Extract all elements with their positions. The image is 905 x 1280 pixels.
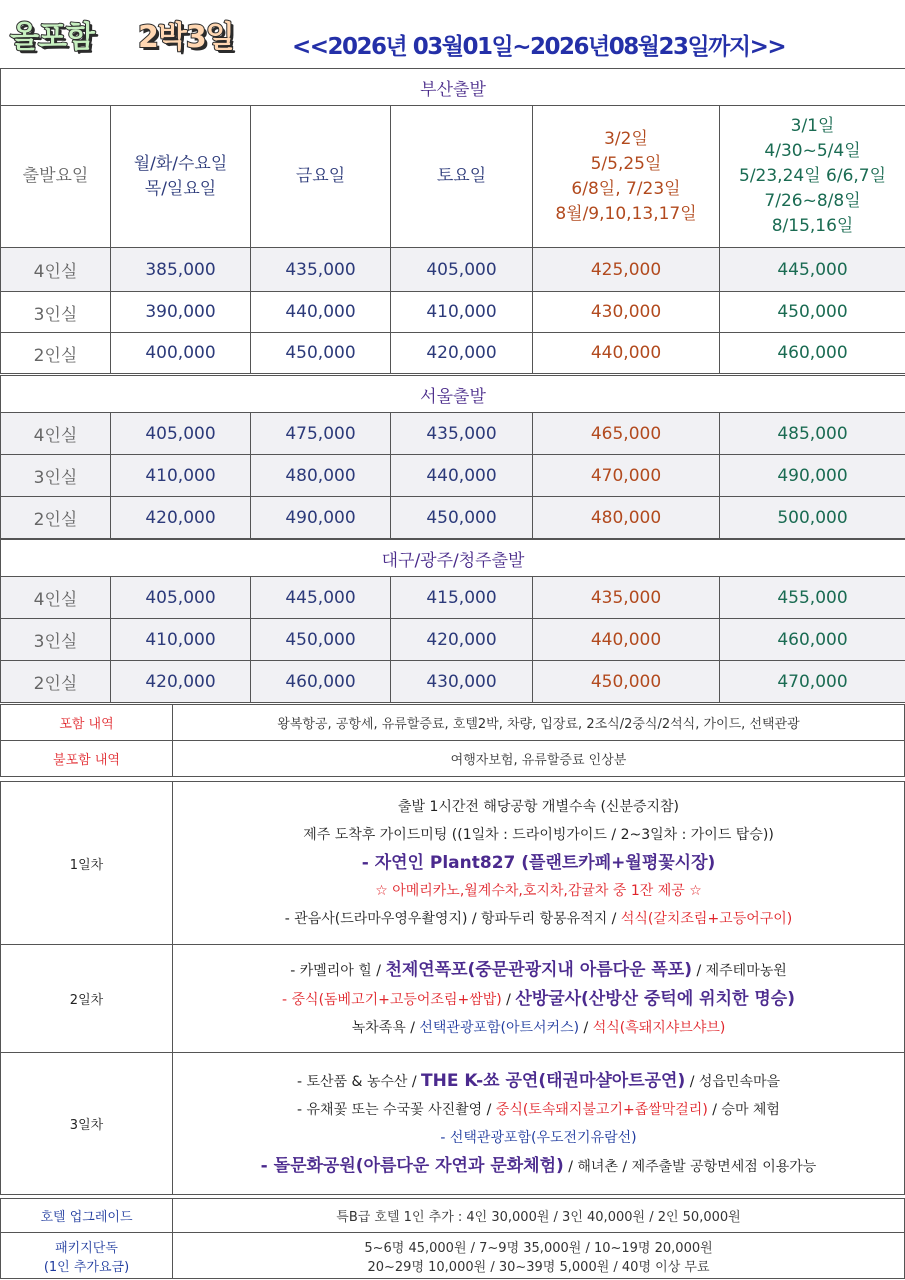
price-cell: 400,000	[111, 333, 251, 374]
day-schedule	[173, 945, 905, 1053]
price-cell: 435,000	[251, 248, 391, 292]
hotel-upgrade-text: 특B급 호텔 1인 추가 : 4인 30,000원 / 3인 40,000원 / 2인 50,000원	[173, 1199, 905, 1233]
price-cell: 475,000	[251, 413, 391, 455]
badge-duration: 2박3일	[138, 20, 234, 55]
price-cell: 430,000	[391, 661, 533, 703]
schedule-line	[173, 956, 904, 985]
price-table-daegu-gwangju-cheongju	[0, 539, 905, 703]
table-row	[1, 248, 905, 292]
holiday-date: 5/23,24일 6/6,7일	[739, 166, 887, 186]
table-row	[1, 333, 905, 374]
schedule-line	[173, 1096, 904, 1124]
package-surcharge-label	[1, 1233, 173, 1279]
price-cell: 450,000	[251, 619, 391, 661]
schedule-highlight: 천제연폭포(중문관광지내 아름다운 폭포)	[385, 959, 692, 980]
price-cell: 440,000	[391, 455, 533, 497]
room-type: 4인실	[1, 248, 111, 292]
price-cell: 465,000	[533, 413, 720, 455]
room-type: 3인실	[1, 455, 111, 497]
table-row	[1, 413, 905, 455]
schedule-line: 출발 1시간전 해당공항 개별수속 (신분증지참)	[397, 799, 680, 815]
header-weekdays-line2: 목/일요일	[144, 178, 217, 199]
room-type: 2인실	[1, 497, 111, 539]
itinerary-day-2	[1, 945, 905, 1053]
included-text: 왕복항공, 공항세, 유류할증료, 호텔2박, 차량, 입장료, 2조식/2중식/2석식, 가이드, 선택관광	[173, 705, 905, 741]
package-label-line2: (1인 추가요금)	[43, 1259, 130, 1275]
holiday-date: 8/15,16일	[771, 216, 854, 236]
schedule-line	[173, 1067, 904, 1096]
room-type: 3인실	[1, 619, 111, 661]
room-type: 4인실	[1, 577, 111, 619]
excluded-text: 여행자보험, 유류할증료 인상분	[173, 741, 905, 777]
header-weekdays	[111, 106, 251, 248]
schedule-line	[173, 1152, 904, 1181]
peak-date: 3/2일	[604, 128, 648, 149]
price-cell: 440,000	[533, 619, 720, 661]
price-cell: 405,000	[111, 413, 251, 455]
package-surcharge-text	[173, 1233, 905, 1279]
holiday-date: 4/30~5/4일	[764, 141, 861, 161]
meal-text: - 중식(돔베고기+고등어조림+쌈밥)	[282, 991, 502, 1008]
holiday-date: 7/26~8/8일	[764, 191, 861, 211]
price-cell: 405,000	[391, 248, 533, 292]
price-cell: 445,000	[251, 577, 391, 619]
price-cell: 420,000	[111, 661, 251, 703]
price-cell: 470,000	[720, 661, 905, 703]
header-friday: 금요일	[251, 106, 391, 248]
price-cell: 450,000	[533, 661, 720, 703]
price-cell: 430,000	[533, 292, 720, 333]
schedule-highlight: THE K-쑈 공연(태권마샬아트공연)	[421, 1070, 686, 1091]
schedule-text: / 제주테마농원	[692, 962, 787, 979]
package-text-line2: 20~29명 10,000원 / 30~39명 5,000원 / 40명 이상 무료	[367, 1259, 710, 1275]
schedule-text: - 유채꽃 또는 수국꽃 사진촬영 /	[297, 1101, 496, 1118]
schedule-text: - 토산품 & 농수산 /	[296, 1073, 422, 1090]
schedule-text: / 승마 체험	[707, 1101, 780, 1118]
price-cell: 420,000	[111, 497, 251, 539]
schedule-text: / 해녀촌 / 제주출발 공항면세점 이용가능	[563, 1158, 817, 1175]
schedule-text: 녹차족욕 /	[351, 1019, 420, 1036]
price-cell: 455,000	[720, 577, 905, 619]
page-header	[0, 0, 905, 68]
schedule-line	[173, 985, 904, 1014]
price-cell: 490,000	[251, 497, 391, 539]
price-table-seoul	[0, 375, 905, 539]
period-title: <<2026년 03월01일~2026년08월23일까지>>	[292, 34, 786, 60]
header-saturday: 토요일	[391, 106, 533, 248]
schedule-highlight: - 자연인 Plant827 (플랜트카페+월평꽃시장)	[361, 853, 716, 873]
table-row	[1, 661, 905, 703]
section-title: 서울출발	[1, 376, 905, 413]
meal-text: 석식(갈치조림+고등어구이)	[620, 911, 793, 927]
itinerary-day-1	[1, 782, 905, 945]
tour-badge	[10, 12, 280, 58]
price-cell: 435,000	[391, 413, 533, 455]
package-text-line1: 5~6명 45,000원 / 7~9명 35,000원 / 10~19명 20,000원	[364, 1240, 713, 1256]
price-cell: 470,000	[533, 455, 720, 497]
price-cell: 450,000	[720, 292, 905, 333]
price-cell: 450,000	[251, 333, 391, 374]
section-title: 대구/광주/청주출발	[1, 540, 905, 577]
price-cell: 480,000	[251, 455, 391, 497]
included-label: 포함 내역	[1, 705, 173, 741]
extras-table	[0, 1198, 905, 1279]
table-row	[1, 455, 905, 497]
price-cell: 445,000	[720, 248, 905, 292]
room-type: 3인실	[1, 292, 111, 333]
price-table-busan	[0, 68, 905, 374]
schedule-line	[173, 1014, 904, 1042]
table-row	[1, 497, 905, 539]
holiday-date: 3/1일	[790, 116, 835, 136]
price-cell: 385,000	[111, 248, 251, 292]
hotel-upgrade-label: 호텔 업그레이드	[1, 1199, 173, 1233]
price-cell: 390,000	[111, 292, 251, 333]
day-label: 3일차	[1, 1053, 173, 1195]
price-cell: 425,000	[533, 248, 720, 292]
day-schedule	[173, 782, 905, 945]
price-cell: 460,000	[720, 333, 905, 374]
peak-date: 5/5,25일	[590, 153, 662, 174]
schedule-text: - 카멜리아 힐 /	[290, 962, 386, 979]
price-cell: 440,000	[533, 333, 720, 374]
schedule-highlight: 산방굴사(산방산 중턱에 위치한 명승)	[515, 988, 795, 1009]
table-row	[1, 292, 905, 333]
section-title: 부산출발	[1, 69, 905, 106]
room-type: 2인실	[1, 661, 111, 703]
header-holiday-dates	[720, 106, 905, 248]
itinerary-table	[0, 781, 905, 1195]
inclusions-table	[0, 704, 905, 777]
price-cell: 460,000	[251, 661, 391, 703]
price-cell: 480,000	[533, 497, 720, 539]
schedule-text: / 성읍민속마을	[685, 1073, 781, 1090]
schedule-text: - 관음사(드라마우영우촬영지) / 항파두리 항몽유적지 /	[284, 911, 621, 927]
schedule-text: /	[501, 991, 516, 1008]
badge-all-included: 올포함	[10, 20, 94, 55]
itinerary-day-3	[1, 1053, 905, 1195]
day-schedule	[173, 1053, 905, 1195]
price-cell: 410,000	[111, 455, 251, 497]
header-departure-day: 출발요일	[1, 106, 111, 248]
room-type: 2인실	[1, 333, 111, 374]
schedule-line: 제주 도착후 가이드미팅 ((1일차 : 드라이빙가이드 / 2~3일차 : 가이드 탑승))	[303, 827, 774, 843]
optional-tour-text: 선택관광포함(아트서커스)	[419, 1019, 580, 1036]
price-cell: 435,000	[533, 577, 720, 619]
schedule-text: /	[579, 1019, 593, 1036]
price-cell: 500,000	[720, 497, 905, 539]
price-cell: 410,000	[391, 292, 533, 333]
table-row	[1, 577, 905, 619]
schedule-highlight: - 돌문화공원(아름다운 자연과 문화체험)	[260, 1155, 564, 1176]
header-peak-dates	[533, 106, 720, 248]
package-label-line1: 패키지단독	[55, 1240, 118, 1256]
price-cell: 410,000	[111, 619, 251, 661]
price-cell: 485,000	[720, 413, 905, 455]
table-row	[1, 619, 905, 661]
peak-date: 8월/9,10,13,17일	[555, 203, 697, 224]
price-cell: 490,000	[720, 455, 905, 497]
peak-date: 6/8일, 7/23일	[571, 178, 681, 199]
price-cell: 450,000	[391, 497, 533, 539]
day-label: 1일차	[1, 782, 173, 945]
schedule-line	[173, 905, 904, 933]
price-cell: 460,000	[720, 619, 905, 661]
price-cell: 420,000	[391, 333, 533, 374]
excluded-label: 불포함 내역	[1, 741, 173, 777]
price-cell: 420,000	[391, 619, 533, 661]
schedule-note: ☆ 아메리카노,월계수차,호지차,감귤차 중 1잔 제공 ☆	[375, 883, 702, 899]
meal-text: 중식(토속돼지불고기+좁쌀막걸리)	[495, 1101, 708, 1118]
meal-text: 석식(흑돼지샤브샤브)	[592, 1019, 726, 1036]
price-cell: 405,000	[111, 577, 251, 619]
optional-tour-text: - 선택관광포함(우도전기유람선)	[440, 1129, 637, 1146]
header-weekdays-line1: 월/화/수요일	[133, 153, 228, 174]
price-cell: 415,000	[391, 577, 533, 619]
room-type: 4인실	[1, 413, 111, 455]
day-label: 2일차	[1, 945, 173, 1053]
price-cell: 440,000	[251, 292, 391, 333]
